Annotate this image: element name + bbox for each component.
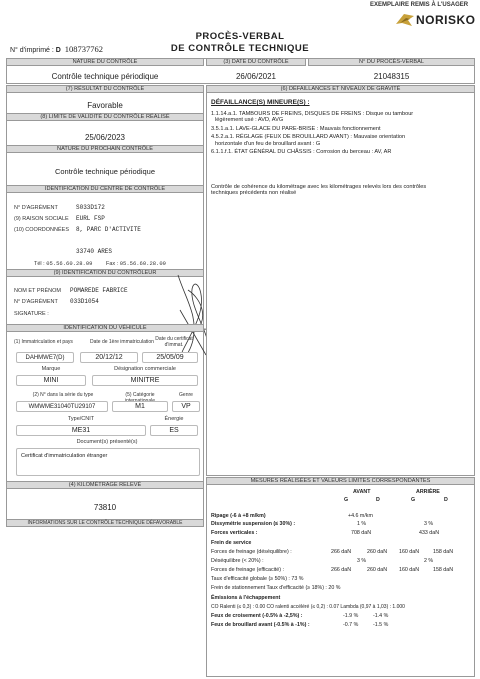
defects-list <box>211 111 471 155</box>
brand-field: MINI <box>16 375 86 386</box>
print-number-value: 108737762 <box>64 44 104 54</box>
type-label: Type/CNIT <box>67 416 95 422</box>
controller-header: (9) IDENTIFICATION DU CONTRÔLEUR <box>6 269 204 277</box>
norisko-logo <box>394 12 476 28</box>
dissym-label: Dissymétrie suspension (≤ 30%) : <box>211 521 296 527</box>
nature-value: Contrôle technique périodique <box>51 72 159 81</box>
type-field: ME31 <box>16 425 146 436</box>
crossing-label: Feux de croisement (-0.5% à -2,5%) : <box>211 613 303 619</box>
center-raison: EURL FSP <box>76 215 105 222</box>
desequ-av-d: 260 daN <box>367 549 388 555</box>
top-note: EXEMPLAIRE REMIS À L'USAGER <box>370 2 469 8</box>
crossing-g: -1.9 % <box>343 613 359 619</box>
commercial-field: MINITRE <box>92 375 198 386</box>
global-eff: Taux d'efficacité globale (≥ 50%) : 73 % <box>211 576 304 582</box>
rear-label: ARRIÈRE <box>416 489 440 495</box>
next-control-header: NATURE DU PROCHAIN CONTRÔLE <box>6 145 204 153</box>
controller-name-label: NOM ET PRÉNOM <box>14 288 61 294</box>
tel-label: Tél : <box>34 261 45 267</box>
date-header: (3) DATE DU CONTRÔLE <box>206 58 306 66</box>
fog-label: Feux de brouillard avant (-0.5% à -1%) : <box>211 622 310 628</box>
docs-field <box>16 448 200 476</box>
rear-d: D <box>444 497 448 503</box>
energy-field: ES <box>150 425 198 436</box>
print-number-label: N° d'imprimé : <box>10 47 54 54</box>
signature-label: SIGNATURE : <box>14 311 49 317</box>
controller-agrement: 033D1054 <box>70 298 99 305</box>
result-header: (7) RÉSULTAT DU CONTRÔLE <box>6 85 204 93</box>
validity-value: 25/06/2023 <box>84 133 126 142</box>
eff-ar-g: 160 daN <box>399 567 420 573</box>
print-number-prefix: D <box>55 47 61 54</box>
service-label: Frein de service <box>211 540 252 546</box>
front-label: AVANT <box>353 489 371 495</box>
immat-label: (1) Immatriculation et pays <box>14 339 73 345</box>
eff-av-g: 266 daN <box>331 567 352 573</box>
defect-item: horizontale d'un feu de brouillard avant : G <box>215 140 321 147</box>
defect-item: légèrement usé : AVD, AVG <box>215 117 284 124</box>
rear-g: G <box>411 497 416 503</box>
defect-item: 1.1.14.a.1. TAMBOURS DE FREINS, DISQUES DE FREINS : Disque ou tambour <box>211 111 414 117</box>
commercial-label: Désignation commerciale <box>114 366 176 372</box>
genre-field: VP <box>172 401 200 412</box>
center-coord-label: (10) COORDONNÉES <box>14 227 70 233</box>
center-agrement-label: N° D'AGRÉMENT <box>14 205 58 211</box>
eff-ar-d: 158 daN <box>433 567 454 573</box>
ripage-value: +4.6 m/km <box>348 513 373 519</box>
desequ-ar-d: 158 daN <box>433 549 454 555</box>
result-value: Favorable <box>87 101 123 110</box>
nature-header: NATURE DU CONTRÔLE <box>6 58 204 66</box>
desequ-ar-g: 160 daN <box>399 549 420 555</box>
desequ-forces-label: Forces de freinage (déséquilibre) : <box>211 549 292 555</box>
doc-title-2: DE CONTRÔLE TECHNIQUE <box>170 43 310 54</box>
eff-av-d: 260 daN <box>367 567 388 573</box>
cert-label: Date du certificat d'immat. <box>155 336 193 348</box>
controller-agrement-label: N° D'AGRÉMENT <box>14 299 58 305</box>
crossing-d: -1.4 % <box>373 613 389 619</box>
forces-v-av: 708 daN <box>351 530 372 536</box>
tel-value: 05.56.60.28.09 <box>46 260 93 267</box>
desequ-ar: 2 % <box>424 558 434 564</box>
forces-v-ar: 433 daN <box>419 530 440 536</box>
category-label: (5) Catégorie <box>125 392 155 398</box>
defect-item: 6.1.1.f.1. ÉTAT GÉNÉRAL DU CHÂSSIS : Corrosion du berceau : AV, AR <box>211 149 392 156</box>
measures-table <box>211 489 473 675</box>
immat-field: DAHMWE7(D) <box>16 352 74 363</box>
defects-header: (6) DÉFAILLANCES ET NIVEAUX DE GRAVITÉ <box>206 85 475 93</box>
energy-label: Énergie <box>164 416 184 422</box>
defects-title: DÉFAILLANCE(S) MINEURE(S) : <box>211 99 310 106</box>
defect-item: 4.5.2.a.1. RÉGLAGE (FEUX DE BROUILLARD AVANT) : Mauvaise orientation <box>211 134 406 141</box>
measures-header: MESURES RÉALISÉES ET VALEURS LIMITES CORRESPONDANTES <box>206 477 475 485</box>
dissym-ar: 3 % <box>424 521 434 527</box>
print-number <box>10 44 103 54</box>
emissions-values: CO Ralenti (≤ 0,3) : 0.00 CO ralenti accéléré (≤ 0,2) : 0.07 Lambda (0,97 à 1,03) : 1.000 <box>211 604 405 610</box>
km-note-line: Contrôle de cohérence du kilométrage avec les kilométrages relevés lors des contrôles <box>211 184 427 190</box>
brand-name: NORISKO <box>416 13 476 27</box>
pv-header: N° DU PROCÈS-VERBAL <box>308 58 475 66</box>
validity-header: (8) LIMITE DE VALIDITÉ DU CONTRÔLE RÉALISÉ <box>6 113 204 121</box>
next-control-value: Contrôle technique périodique <box>54 167 156 176</box>
desequ-label: Déséquilibre (< 20%) : <box>211 558 264 564</box>
center-city: 33740 ARES <box>76 248 113 255</box>
vin-field: WMWME31040TU29107 <box>16 401 108 412</box>
genre-label: Genre <box>179 392 193 398</box>
ripage-label: Ripage (-6 à +8 m/km) <box>211 513 266 519</box>
desequ-av-g: 266 daN <box>331 549 352 555</box>
dissym-av: 1 % <box>357 521 367 527</box>
km-note-line: techniques précédents non réalisé <box>211 190 297 197</box>
center-raison-label: (9) RAISON SOCIALE <box>14 216 69 222</box>
date-value: 26/06/2021 <box>235 72 277 81</box>
fog-g: -0.7 % <box>343 622 359 628</box>
first-reg-field: 20/12/12 <box>80 352 138 363</box>
eff-label: Forces de freinage (efficacité) : <box>211 567 284 573</box>
front-g: G <box>344 497 349 503</box>
vehicle-header: IDENTIFICATION DU VÉHICULE <box>6 324 204 332</box>
fog-d: -1.5 % <box>373 622 389 628</box>
parking-eff: Frein de stationnement Taux d'efficacité (≥ 18%) : 20 % <box>211 585 341 591</box>
controller-name: POMAREDE FABRICE <box>70 287 128 294</box>
fax-value: 05.56.60.28.09 <box>119 260 166 267</box>
desequ-av: 3 % <box>357 558 367 564</box>
odometer-value: 73810 <box>93 503 117 512</box>
doc-title-1: PROCÈS-VERBAL <box>195 31 285 42</box>
first-reg-label: Date de 1ère immatriculation <box>90 339 154 345</box>
forces-v-label: Forces verticales : <box>211 530 258 536</box>
emissions-label: Émissions à l'échappement <box>211 595 281 601</box>
fax-label: Fax : <box>105 261 119 267</box>
center-agrement: S033D172 <box>76 204 105 211</box>
defect-item: 3.5.1.a.1. LAVE-GLACE DU PARE-BRISE : Mauvais fonctionnement <box>211 125 381 132</box>
vin-label: (2) N° dans la série du type <box>32 392 94 398</box>
center-tel <box>34 260 166 267</box>
cert-field: 25/05/09 <box>142 352 198 363</box>
center-coord: 8, PARC D'ACTIVITE <box>76 226 141 233</box>
center-header: IDENTIFICATION DU CENTRE DE CONTRÔLE <box>6 185 204 193</box>
eagle-icon <box>394 12 416 28</box>
brand-label: Marque <box>41 366 61 372</box>
pv-value: 21048315 <box>373 72 410 81</box>
info-header: INFORMATIONS SUR LE CONTRÔLE TECHNIQUE DÉFAVORABLE <box>6 519 204 527</box>
km-note <box>211 184 471 197</box>
front-d: D <box>376 497 380 503</box>
category-field: M1 <box>112 401 168 412</box>
odometer-header: (4) KILOMÉTRAGE RELEVÉ <box>6 481 204 489</box>
docs-label: Document(s) présenté(s) <box>76 439 138 445</box>
docs-value: Certificat d'immatriculation étranger <box>21 453 108 459</box>
